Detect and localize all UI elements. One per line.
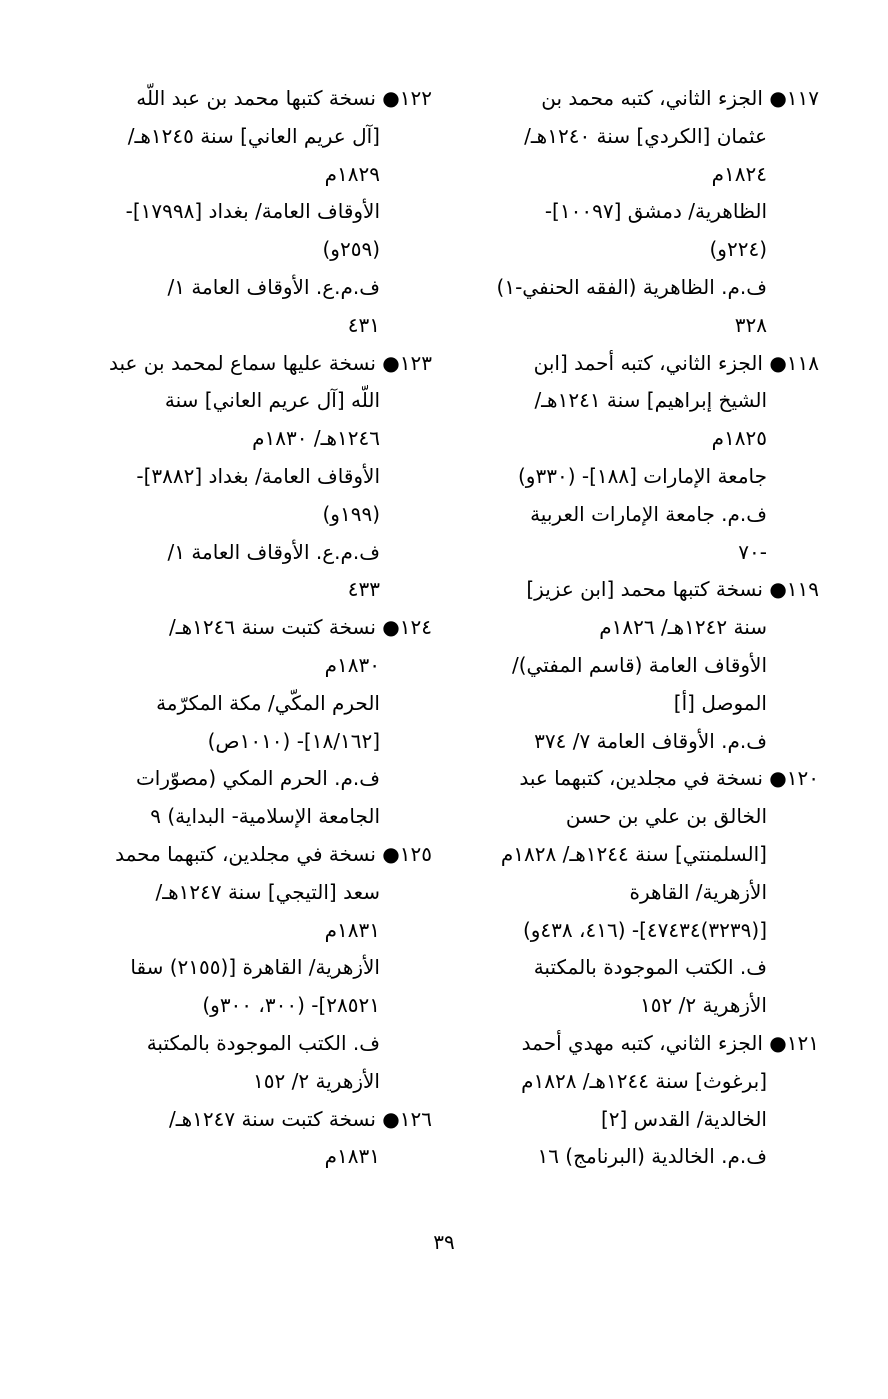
entry-detail-line: ١٨٣١م bbox=[324, 917, 380, 942]
entry-detail-line: ١٨٢٩م bbox=[324, 161, 380, 186]
entry-detail-line: [آل عريم العاني] سنة ١٢٤٥هـ/ bbox=[127, 123, 380, 148]
entry-detail-line: -٧٠ bbox=[738, 539, 767, 564]
entry-detail-line: جامعة الإمارات [١٨٨]- (٣٣٠و) bbox=[518, 463, 767, 488]
entry-detail-line: ف. الكتب الموجودة بالمكتبة bbox=[533, 955, 767, 980]
entry-detail-line: الأزهرية/ القاهرة bbox=[629, 879, 767, 904]
entry-detail-line: الجامعة الإسلامية- البداية) ٩ bbox=[150, 804, 380, 829]
entry-heading-line: ١٢٦● نسخة كتبت سنة ١٢٤٧هـ/ bbox=[168, 1106, 432, 1131]
catalog-entry bbox=[474, 571, 819, 760]
catalog-entry bbox=[474, 80, 819, 345]
entry-detail-line: الموصل [أ] bbox=[673, 690, 767, 715]
catalog-entry bbox=[80, 836, 432, 1101]
catalog-entry bbox=[80, 80, 432, 345]
entry-detail-line: عثمان [الكردي] سنة ١٢٤٠هـ/ bbox=[524, 123, 767, 148]
entry-detail-line: ف.م. الأوقاف العامة ٧/ ٣٧٤ bbox=[534, 728, 767, 753]
entry-detail-line: ٢٨٥٢١]- (٣٠٠، ٣٠٠و) bbox=[202, 993, 380, 1018]
entry-detail-line: ف.م.ع. الأوقاف العامة ١/ bbox=[167, 274, 380, 299]
entry-detail-line: [١٨/١٦٢]- (١٠١٠ص) bbox=[207, 728, 380, 753]
entry-detail-line: الظاهرية/ دمشق [١٠٠٩٧]- bbox=[544, 199, 767, 224]
entry-detail-line: الحرم المكّي/ مكة المكرّمة bbox=[156, 690, 380, 715]
entry-heading-line: ١٢٢● نسخة كتبها محمد بن عبد اللّه bbox=[136, 86, 432, 110]
entry-detail-line: ١٨٢٥م bbox=[711, 426, 767, 451]
entry-heading-line: ١١٨● الجزء الثاني، كتبه أحمد [ابن bbox=[533, 350, 819, 375]
catalog-entry bbox=[80, 1101, 432, 1177]
entry-detail-line: سعد [التيجي] سنة ١٢٤٧هـ/ bbox=[155, 879, 380, 904]
catalog-entry bbox=[80, 345, 432, 610]
entry-detail-line: ف.م. جامعة الإمارات العربية bbox=[530, 501, 767, 526]
entry-heading-line: ١١٩● نسخة كتبها محمد [ابن عزيز] bbox=[526, 577, 819, 602]
entry-detail-line: الأزهرية ٢/ ١٥٢ bbox=[253, 1068, 380, 1093]
catalog-entry bbox=[474, 760, 819, 1025]
entry-detail-line: ف. الكتب الموجودة بالمكتبة bbox=[146, 1030, 380, 1055]
entry-detail-line: ٤٣٣ bbox=[347, 577, 380, 602]
entry-detail-line: ٣٢٨ bbox=[734, 312, 767, 337]
entry-detail-line: ١٨٣١م bbox=[324, 1144, 380, 1169]
entry-detail-line: الخالدية/ القدس [٢] bbox=[600, 1106, 767, 1131]
entry-detail-line: (٢٢٤و) bbox=[709, 237, 767, 262]
entry-heading-line: ١٢٣● نسخة عليها سماع لمحمد بن عبد bbox=[108, 350, 432, 375]
entry-detail-line: ١٨٣٠م bbox=[324, 652, 380, 677]
entry-detail-line: [(٣٢٣٩)٤٧٤٣٤]- (٤١٦، ٤٣٨و) bbox=[522, 917, 767, 942]
entry-detail-line: ف.م. الظاهرية (الفقه الحنفي-١) bbox=[496, 274, 767, 299]
entry-detail-line: [السلمنتي] سنة ١٢٤٤هـ/ ١٨٢٨م bbox=[500, 841, 767, 866]
entry-heading-line: ١٢٥● نسخة في مجلدين، كتبهما محمد bbox=[115, 841, 432, 866]
entry-heading-line: ١٢٠● نسخة في مجلدين، كتبهما عبد bbox=[519, 766, 819, 791]
entry-detail-line: ف.م. الحرم المكي (مصوّرات bbox=[135, 766, 380, 791]
entry-detail-line: الأوقاف العامة/ بغداد [٣٨٨٢]- bbox=[136, 463, 380, 488]
entry-heading-line: ١٢١● الجزء الثاني، كتبه مهدي أحمد bbox=[521, 1030, 819, 1055]
entry-heading-line: ١١٧● الجزء الثاني، كتبه محمد بن bbox=[541, 86, 819, 110]
entry-detail-line: ف.م.ع. الأوقاف العامة ١/ bbox=[167, 539, 380, 564]
entry-detail-line: الأزهرية/ القاهرة [(٢١٥٥) سقا bbox=[130, 955, 380, 980]
entry-detail-line: الأزهرية ٢/ ١٥٢ bbox=[640, 993, 767, 1018]
entry-detail-line: ٤٣١ bbox=[347, 312, 380, 337]
right-column bbox=[474, 80, 819, 1176]
entry-detail-line: اللّه [آل عريم العاني] سنة bbox=[164, 388, 380, 413]
entry-detail-line: سنة ١٢٤٢هـ/ ١٨٢٦م bbox=[599, 615, 767, 640]
entry-detail-line: الخالق بن علي بن حسن bbox=[565, 804, 767, 829]
entry-detail-line: [برغوث] سنة ١٢٤٤هـ/ ١٨٢٨م bbox=[521, 1068, 767, 1093]
left-column bbox=[80, 80, 432, 1176]
entry-detail-line: ف.م. الخالدية (البرنامج) ١٦ bbox=[537, 1144, 767, 1169]
entry-detail-line: الأوقاف العامة (قاسم المفتي)/ bbox=[511, 652, 767, 677]
entry-detail-line: الشيخ إبراهيم] سنة ١٢٤١هـ/ bbox=[534, 388, 767, 413]
entry-detail-line: ١٢٤٦هـ/ ١٨٣٠م bbox=[252, 426, 380, 451]
entry-detail-line: (٢٥٩و) bbox=[322, 237, 380, 262]
catalog-entry bbox=[474, 1025, 819, 1176]
entry-detail-line: الأوقاف العامة/ بغداد [١٧٩٩٨]- bbox=[125, 199, 380, 224]
entry-heading-line: ١٢٤● نسخة كتبت سنة ١٢٤٦هـ/ bbox=[168, 615, 432, 640]
catalog-entry bbox=[474, 345, 819, 572]
entry-detail-line: ١٨٢٤م bbox=[711, 161, 767, 186]
page-number: ٣٩ bbox=[433, 1230, 455, 1254]
catalog-entry bbox=[80, 609, 432, 836]
entry-detail-line: (١٩٩و) bbox=[322, 501, 380, 526]
